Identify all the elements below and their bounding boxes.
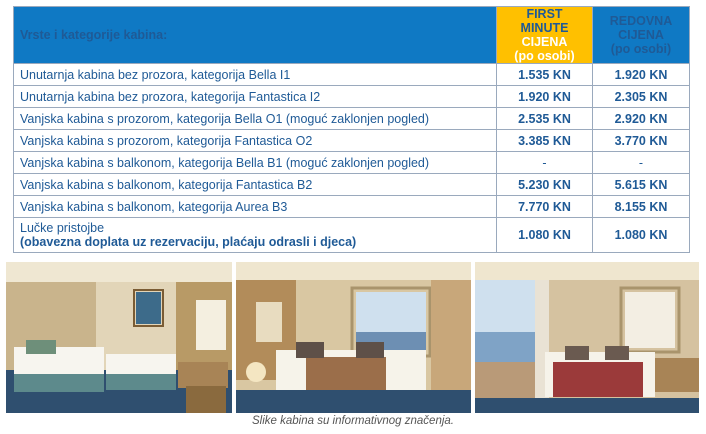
cabin-price-table: [13, 6, 690, 253]
header-regular-line3: (po osobi): [610, 42, 672, 56]
first-minute-price: 1.920 KN: [497, 86, 593, 108]
cabin-name: Unutarnja kabina bez prozora, kategorija Bella I1: [14, 64, 497, 86]
port-fees-first-minute: 1.080 KN: [497, 218, 593, 253]
header-cabin-types: Vrste i kategorije kabina:: [14, 7, 497, 64]
table-row: [14, 152, 690, 174]
first-minute-price: 5.230 KN: [497, 174, 593, 196]
header-regular-line2: CIJENA: [618, 28, 664, 42]
table-row: [14, 64, 690, 86]
header-first-minute-line2: CIJENA: [521, 35, 568, 49]
regular-price: 8.155 KN: [593, 196, 690, 218]
cabin-name: Vanjska kabina s balkonom, kategorija Fantastica B2: [14, 174, 497, 196]
cabin-name: Unutarnja kabina bez prozora, kategorija Fantastica I2: [14, 86, 497, 108]
photos-caption: Slike kabina su informativnog značenja.: [251, 415, 454, 427]
header-regular-price: [593, 7, 690, 64]
port-fees-cell: [14, 218, 497, 253]
regular-price: -: [593, 152, 690, 174]
regular-price: 3.770 KN: [593, 130, 690, 152]
first-minute-price: 3.385 KN: [497, 130, 593, 152]
regular-price: 1.920 KN: [593, 64, 690, 86]
table-row: [14, 86, 690, 108]
first-minute-price: -: [497, 152, 593, 174]
regular-price: 5.615 KN: [593, 174, 690, 196]
regular-price: 2.920 KN: [593, 108, 690, 130]
cabin-name: Vanjska kabina s balkonom, kategorija Bella B1 (moguć zaklonjen pogled): [14, 152, 497, 174]
header-first-minute-price: [497, 7, 593, 64]
first-minute-price: 7.770 KN: [497, 196, 593, 218]
cabin-photo-window: [236, 262, 471, 413]
first-minute-price: 2.535 KN: [497, 108, 593, 130]
port-fees-row: [14, 218, 690, 253]
cabin-photo-balcony: [475, 262, 699, 413]
header-first-minute-line1: FIRST MINUTE: [520, 7, 569, 35]
port-fees-note: (obavezna doplata uz rezervaciju, plaćaju odrasli i djeca): [20, 235, 357, 249]
header-first-minute-line3: (po osobi): [514, 49, 575, 63]
first-minute-price: 1.535 KN: [497, 64, 593, 86]
table-row: [14, 174, 690, 196]
cabin-photos: [6, 262, 699, 413]
table-header-row: [14, 7, 690, 64]
cabin-name: Vanjska kabina s prozorom, kategorija Fantastica O2: [14, 130, 497, 152]
cabin-name: Vanjska kabina s prozorom, kategorija Bella O1 (moguć zaklonjen pogled): [14, 108, 497, 130]
regular-price: 2.305 KN: [593, 86, 690, 108]
header-regular-line1: REDOVNA: [609, 14, 673, 28]
table-row: [14, 196, 690, 218]
cabin-name: Vanjska kabina s balkonom, kategorija Aurea B3: [14, 196, 497, 218]
port-fees-regular: 1.080 KN: [593, 218, 690, 253]
port-fees-name: Lučke pristojbe: [20, 221, 105, 235]
table-row: [14, 108, 690, 130]
cabin-photo-interior: [6, 262, 232, 413]
table-row: [14, 130, 690, 152]
